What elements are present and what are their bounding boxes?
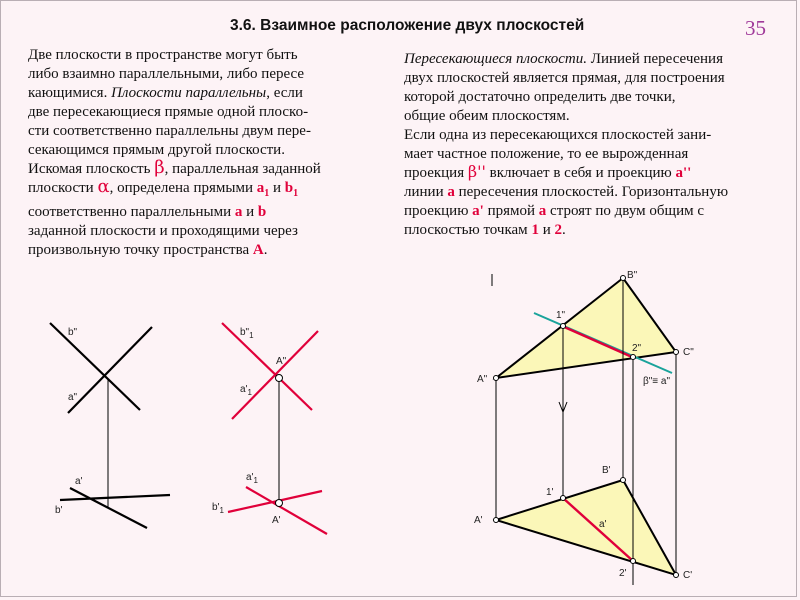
point-2-2 (631, 355, 636, 360)
label-a1: a' (599, 519, 607, 530)
left-line-2: либо взаимно параллельными, либо пересе (28, 66, 305, 82)
label-C2: C" (683, 347, 694, 358)
label-a1-1: $a'_1$ (246, 472, 258, 485)
figure-intersecting-planes (474, 270, 694, 585)
left-line-11: произвольную точку пространства A. (28, 242, 268, 258)
point-1-2 (561, 324, 566, 329)
point-A2 (276, 375, 283, 382)
label-A2: A" (276, 356, 287, 367)
point-B2 (621, 276, 626, 281)
label-1-1: 1' (546, 487, 554, 498)
triangle-horizontal (496, 480, 676, 575)
figure-given-plane (50, 323, 170, 528)
left-line-5: сти соответственно параллельны двум пере- (28, 123, 311, 139)
label-b1: b' (55, 505, 63, 516)
right-line-6: мает частное положение, то ее вырожденная (404, 146, 689, 162)
slide-title: 3.6. Взаимное расположение двух плоскостей (230, 17, 585, 34)
right-line-2: двух плоскостей является прямая, для построения (404, 70, 725, 86)
label-1-2: 1" (556, 310, 566, 321)
right-line-3: которой достаточно определить две точки, (404, 89, 676, 105)
label-2-1: 2' (619, 568, 627, 579)
point-A1 (276, 500, 283, 507)
point-B1 (621, 478, 626, 483)
label-a1-2: $a'_1$ (240, 384, 252, 397)
left-line-3: кающимися. Плоскости параллельны, если (28, 85, 303, 101)
a1-1-line (228, 491, 322, 512)
label-A2: A" (477, 374, 488, 385)
figure-parallel-plane (212, 323, 327, 534)
point-A1 (494, 518, 499, 523)
label-A1: A' (474, 515, 483, 526)
label-b1-1: $b'_1$ (212, 502, 224, 515)
alpha-symbol: α (97, 176, 110, 197)
right-line-10: плоскостью точкам 1 и 2. (404, 222, 566, 238)
right-line-4: общие обеим плоскостям. (404, 108, 570, 124)
label-b1-2: $b"_1$ (240, 327, 254, 340)
right-line-7: проекция β'' включает в себя и проекцию a'' (404, 162, 692, 181)
point-1-1 (561, 496, 566, 501)
left-line-7: Искомая плоскость β, параллельная заданной (28, 157, 321, 178)
left-line-10: заданной плоскости и проходящими через (28, 223, 298, 239)
a2-line (68, 327, 152, 413)
label-a1: a' (75, 476, 83, 487)
intersecting-planes-term: Пересекающиеся плоскости. (404, 51, 588, 67)
label-C1: C' (683, 570, 693, 581)
label-a2: a" (68, 392, 78, 403)
point-A2 (494, 376, 499, 381)
b1-2-line (222, 323, 312, 410)
page-number: 35 (745, 16, 766, 40)
a1-line (60, 495, 170, 500)
b1-1-line (246, 487, 327, 534)
b2-line (50, 323, 140, 410)
beta-symbol: β (154, 157, 165, 178)
left-line-6: секающимся прямым другой плоскости. (28, 142, 285, 158)
left-line-9: соответственно параллельными a и b (28, 204, 267, 220)
label-b2: b" (68, 327, 78, 338)
label-A1: A' (272, 515, 281, 526)
point-2-1 (631, 559, 636, 564)
point-C2 (674, 350, 679, 355)
left-line-4: две пересекающиеся прямые одной плоско- (28, 104, 309, 120)
label-2-2: 2" (632, 343, 642, 354)
parallel-planes-term: Плоскости параллельны (111, 85, 267, 101)
left-line-1: Две плоскости в пространстве могут быть (28, 47, 298, 63)
right-line-8: линии a пересечения плоскостей. Горизонтальную (404, 184, 729, 200)
right-line-1: Пересекающиеся плоскости. Линией пересечения (404, 51, 723, 67)
right-line-5: Если одна из пересекающихся плоскостей зани- (404, 127, 712, 143)
left-line-8: плоскости α, определена прямыми $a_1$ и $b_1$ (28, 176, 299, 199)
label-beta-eq: β"≡ a" (643, 376, 671, 387)
right-line-9: проекцию a' прямой a строят по двум общим с (404, 203, 704, 219)
label-B1: B' (602, 465, 611, 476)
label-B2: B" (627, 270, 638, 281)
point-C1 (674, 573, 679, 578)
